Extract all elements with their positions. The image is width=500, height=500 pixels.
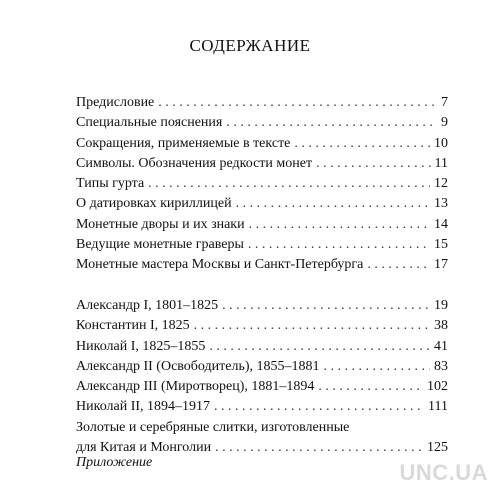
toc-entry [76,377,448,397]
toc-entry [76,316,448,336]
toc-entry-multiline [76,418,448,458]
toc-entry-label: Предисловие [76,95,155,110]
toc-entry [76,255,448,275]
toc-entry-page: 38 [434,318,448,334]
toc-entry-label: Сокращения, применяемые в тексте [76,135,291,151]
toc-entry-page: 9 [441,115,448,131]
toc-entry-page: 12 [434,176,448,192]
toc-entry-label: Символы. Обозначения редкости монет [76,155,313,171]
dot-leader [316,154,430,174]
appendix-heading: Приложение [76,455,153,470]
toc-entry [76,174,448,194]
toc-entry-label: Александр II (Освободитель), 1855–1881 [76,358,320,374]
toc-entry [76,154,448,174]
dot-leader [214,397,424,417]
dot-leader [148,174,430,194]
toc-entry-label: О датировках кириллицей [76,196,232,212]
toc-entry-page: 7 [441,95,448,110]
toc-entry-page: 11 [434,155,448,171]
watermark: UNC.UA [399,460,488,485]
toc-entry-page: 125 [427,439,448,455]
dot-leader [294,134,430,154]
toc-entry-label: Александр III (Миротворец), 1881–1894 [76,379,315,395]
toc-entry-label: Александр I, 1801–1825 [76,298,219,313]
toc-entry-page: 41 [434,338,448,354]
toc-entry-page: 17 [434,257,448,273]
dot-leader [248,235,430,255]
toc-entry-label: Специальные пояснения [76,115,223,131]
dot-leader [318,377,423,397]
toc-entry-page: 102 [427,379,448,395]
dot-leader [236,194,430,214]
toc-entry [76,337,448,357]
page-title: СОДЕРЖАНИЕ [189,36,311,55]
toc-entry [76,397,448,417]
toc-entry-label: Николай II, 1894–1917 [76,399,211,415]
toc-entry-page: 15 [434,237,448,253]
toc-entry [76,235,448,255]
dot-leader [226,113,437,133]
toc-entry-page: 19 [434,298,448,313]
toc-entry [76,215,448,235]
toc-entry [76,93,448,113]
toc-entry-page: 111 [428,399,448,415]
dot-leader [222,296,430,316]
toc-entry-label: Константин I, 1825 [76,318,190,334]
toc-entry-page: 83 [434,358,448,374]
toc-entry [76,296,448,316]
toc-entry [76,113,448,133]
toc-entry [76,134,448,154]
toc-entry-label: Монетные мастера Москвы и Санкт-Петербурга [76,257,364,273]
dot-leader [209,337,430,357]
toc-section-rulers [76,296,448,458]
toc-entry-label: Николай I, 1825–1855 [76,338,206,354]
toc-entry-label: Монетные дворы и их знаки [76,216,245,232]
toc-entry-label-line2: для Китая и Монголии [76,439,212,455]
dot-leader [158,93,437,113]
dot-leader [215,438,423,458]
toc-section-intro [76,93,448,276]
dot-leader [367,255,430,275]
dot-leader [249,215,430,235]
toc-entry [76,357,448,377]
toc-entry-label-line1: Золотые и серебряные слитки, изготовленные [76,419,350,435]
toc-entry-label: Типы гурта [76,176,145,192]
toc-entry-page: 14 [434,216,448,232]
toc-entry-page: 13 [434,196,448,212]
toc-entry [76,194,448,214]
toc-entry-label: Ведущие монетные граверы [76,237,244,253]
toc-entry-page: 10 [434,135,448,151]
dot-leader [194,316,430,336]
dot-leader [324,357,430,377]
